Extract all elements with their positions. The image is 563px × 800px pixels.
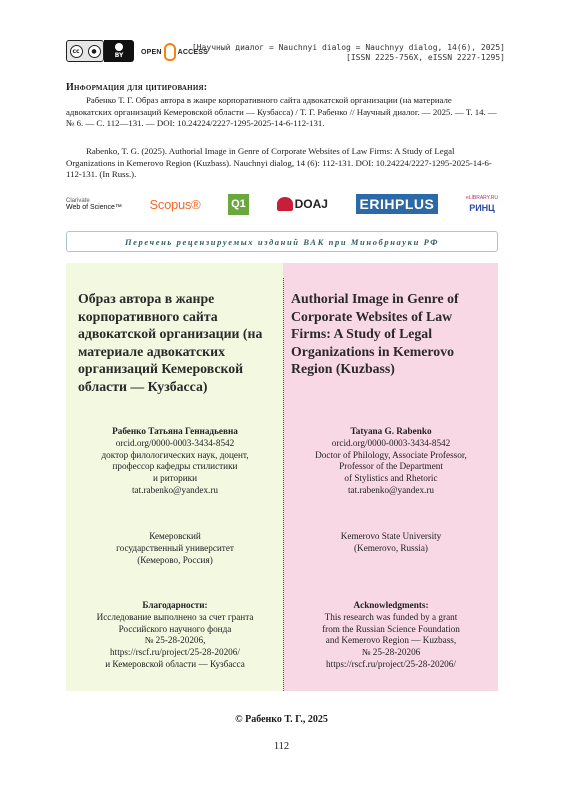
rinc-logo xyxy=(466,195,498,213)
cc-by-label: BY xyxy=(114,52,124,59)
cc-by-badge xyxy=(104,40,134,62)
ack-en-1: This research was funded by a grant xyxy=(324,611,458,622)
journal-reference-line2: [ISSN 2225-756X, eISSN 2227-1295] xyxy=(346,53,505,62)
affiliation-ru-1: Кемеровский xyxy=(149,531,201,541)
acknowledgments-ru xyxy=(70,600,280,671)
degree-en-2: Professor of the Department xyxy=(339,461,443,472)
email-ru: tat.rabenko@yandex.ru xyxy=(131,484,218,495)
affiliation-ru-2: государственный университет xyxy=(116,542,234,553)
affiliation-ru-3: (Кемерово, Россия) xyxy=(137,554,213,565)
web-of-science-logo xyxy=(66,198,122,211)
doaj-logo xyxy=(277,197,328,211)
access-label: ACCESS xyxy=(177,48,209,56)
orcid-en: orcid.org/0000-0003-3434-8542 xyxy=(331,437,451,448)
affiliation-en xyxy=(287,531,495,555)
citation-en: Rabenko, T. G. (2025). Authorial Image in Genre of Corporate Websites of Law Firms: A Study of Legal Organizations in Kemerovo Region (Kuzbass). Nauchnyi dialog, 14 (6): 112-131. DOI: 10.24224/2227-1295-2025-14-6-112-131. (In Russ.). xyxy=(66,146,492,180)
author-name-ru: Рабенко Татьяна Геннадьевна xyxy=(112,426,238,436)
orcid-ru: orcid.org/0000-0003-3434-8542 xyxy=(115,437,235,448)
citation-heading: Информация для цитирования: xyxy=(66,82,208,93)
ack-ru-1: Исследование выполнено за счет гранта xyxy=(96,611,254,622)
degree-ru-2: профессор кафедры стилистики xyxy=(112,461,238,472)
affiliation-en-1: Kemerovo State University xyxy=(340,531,442,541)
affiliation-en-2: (Kemerovo, Russia) xyxy=(354,542,428,553)
author-info-en xyxy=(287,426,495,497)
column-divider xyxy=(283,278,284,691)
citation-ru: Рабенко Т. Г. Образ автора в жанре корпоративного сайта адвокатской организации (на материале адвокатских организаций Кемеровской области — Кузбасса) / Т. Г. Рабенко // Научный диалог. — 2025. — Т. 14. — № 6. — С. 112—131. — DOI: 10.24224/2227-1295-2025-14-6-112-131. xyxy=(66,95,497,129)
cc-license-icon xyxy=(66,40,104,62)
open-label: OPEN xyxy=(141,48,162,56)
degree-ru-3: и риторики xyxy=(152,473,198,484)
scopus-logo: Scopus® xyxy=(149,196,201,212)
degree-en-1: Doctor of Philology, Associate Professor, xyxy=(315,449,467,460)
open-lock-icon xyxy=(164,43,176,61)
q1-badge: Q1 xyxy=(228,194,249,215)
ack-en-2: from the Russian Science Foundation xyxy=(322,623,460,634)
ack-ru-4: https://rscf.ru/project/25-28-20206/ xyxy=(110,647,240,658)
affiliation-ru xyxy=(70,531,280,566)
journal-reference-line1: [Научный диалог = Nauchnyi dialog = Nauchnyy dialog, 14(6), 2025] xyxy=(191,43,505,52)
degree-ru-1: доктор филологических наук, доцент, xyxy=(101,449,249,460)
email-en: tat.rabenko@yandex.ru xyxy=(347,484,434,495)
doaj-label: DOAJ xyxy=(294,197,328,211)
ack-en-4: № 25-28-20206 xyxy=(361,647,421,658)
index-logos xyxy=(66,187,498,221)
page-number: 112 xyxy=(273,741,290,752)
ack-ru-2: Российского научного фонда xyxy=(118,623,232,634)
erihplus-logo: ERIHPLUS xyxy=(356,194,439,214)
vak-banner: Перечень рецензируемых изданий ВАК при Минобрнауки РФ xyxy=(66,231,498,252)
degree-en-3: of Stylistics and Rhetoric xyxy=(344,473,438,484)
wos-label: Web of Science™ xyxy=(66,203,122,211)
acknowledgments-en xyxy=(287,600,495,671)
ack-title-en: Acknowledgments: xyxy=(353,600,429,610)
author-name-en: Tatyana G. Rabenko xyxy=(350,426,432,436)
article-title-ru: Образ автора в жанре корпоративного сайта адвокатской организации (на материале адвокатских организаций Кемеровской области — Кузбасса) xyxy=(78,291,263,394)
rinc-label: РИНЦ xyxy=(469,203,495,213)
elibrary-label: eLIBRARY.RU xyxy=(465,195,498,201)
journal-reference xyxy=(192,43,505,63)
ack-ru-5: и Кемеровской области — Кузбасса xyxy=(105,658,245,669)
clarivate-label: Clarivate xyxy=(66,197,90,204)
ack-title-ru: Благодарности: xyxy=(142,600,208,610)
person-icon xyxy=(115,43,123,51)
ack-ru-3: № 25-28-20206, xyxy=(144,635,206,646)
by-person-circle-icon: ● xyxy=(88,45,101,58)
doaj-mark-icon xyxy=(277,197,293,211)
article-title-en: Authorial Image in Genre of Corporate Websites of Law Firms: A Study of Legal Organizations in Kemerovo Region (Kuzbass) xyxy=(291,291,459,376)
author-info-ru xyxy=(70,426,280,497)
ack-en-3: and Kemerovo Region — Kuzbass, xyxy=(325,635,457,646)
copyright: © Рабенко Т. Г., 2025 xyxy=(235,714,328,725)
cc-circle-icon: cc xyxy=(70,45,83,58)
ack-en-5: https://rscf.ru/project/25-28-20206/ xyxy=(326,658,456,669)
